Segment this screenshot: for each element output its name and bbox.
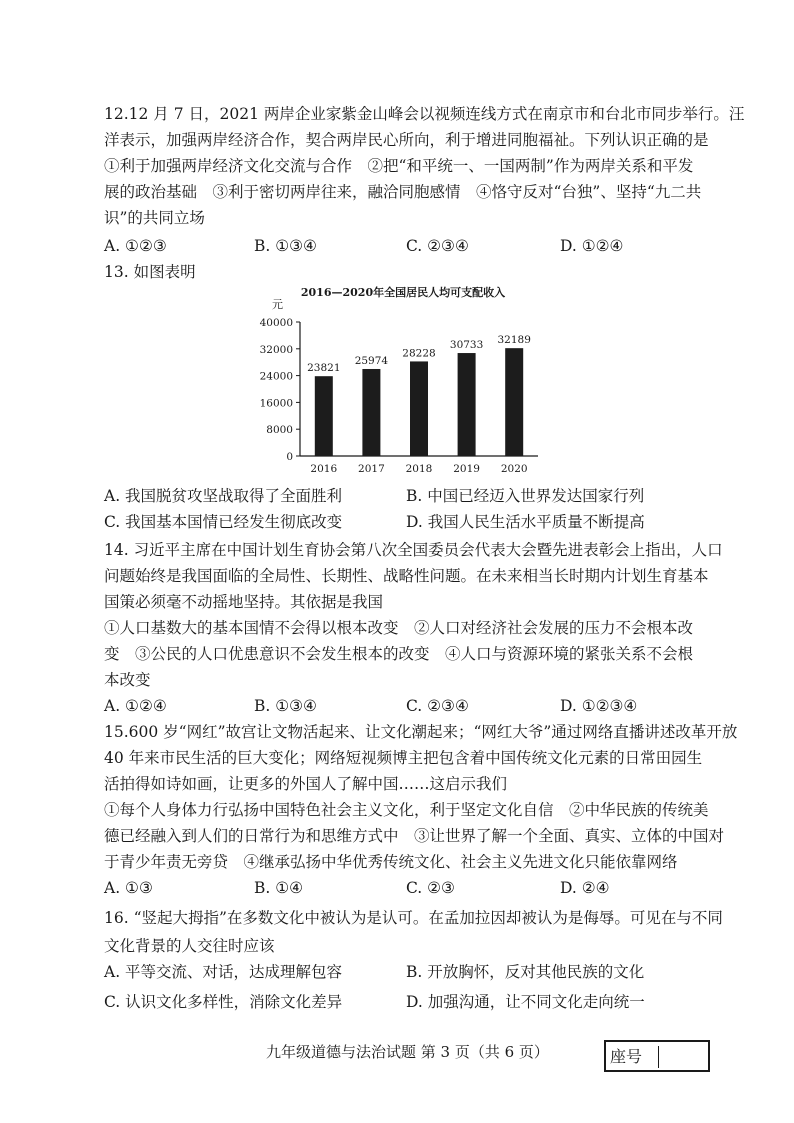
chart-ylabel: 元 [272, 298, 283, 311]
chart-y-tick-label: 40000 [259, 317, 293, 329]
chart-x-tick-label: 2020 [500, 463, 528, 475]
question-15-line-3: 活拍得如诗如画，让更多的外国人了解中国……这启示我们 [104, 775, 508, 793]
question-15-option-b: B. ①④ [254, 879, 304, 897]
question-14-line-2: 问题始终是我国面临的全局性、长期性、战略性问题。在未来相当长时期内计划生育基本 [104, 567, 709, 585]
chart-bar [315, 376, 333, 456]
question-15-line-2: 40 年来市民生活的巨大变化；网络短视频博主把包含着中国传统文化元素的日常田园生 [104, 749, 703, 767]
chart-bars [307, 334, 531, 475]
chart-y-tick-label: 8000 [266, 424, 293, 437]
question-15-option-d: D. ②④ [560, 879, 610, 897]
question-15-option-c: C. ②③ [406, 879, 455, 897]
chart-svg [258, 282, 548, 482]
question-12-option-a: A. ①②③ [104, 237, 167, 255]
chart-bar [458, 353, 476, 456]
question-15-line-6: 于青少年责无旁贷 ④继承弘扬中华优秀传统文化、社会主义先进文化只能依靠网络 [104, 853, 678, 871]
question-14-option-d: D. ①②③④ [560, 697, 638, 715]
chart-bar [362, 369, 380, 456]
question-12-option-b: B. ①③④ [254, 237, 317, 255]
chart-axes [260, 317, 538, 463]
chart-x-tick-label: 2016 [310, 463, 338, 475]
question-14-line-6: 本改变 [104, 671, 151, 689]
question-16-option-c: C. 认识文化多样性，消除文化差异 [104, 993, 343, 1011]
question-15-option-a: A. ①③ [104, 879, 153, 897]
question-14-option-b: B. ①③④ [254, 697, 317, 715]
chart-data-label: 30733 [449, 339, 484, 352]
chart-title: 2016—2020年全国居民人均可支配收入 [300, 286, 506, 299]
question-12-line-4: 展的政治基础 ③利于密切两岸往来，融洽同胞感情 ④恪守反对“台独”、坚持“九二共 [104, 183, 702, 201]
chart-bar [410, 361, 428, 456]
question-16-line-2: 文化背景的人交往时应该 [104, 937, 275, 955]
question-16-line-1: 16. “竖起大拇指”在多数文化中被认为是认可。在孟加拉因却被认为是侮辱。可见在与不同 [104, 909, 723, 927]
question-14-line-1: 14. 习近平主席在中国计划生育协会第八次全国委员会代表大会暨先进表彰会上指出，人口 [104, 541, 723, 559]
question-15-line-4: ①每个人身体力行弘扬中国特色社会主义文化，利于坚定文化自信 ②中华民族的传统美 [104, 801, 709, 819]
question-12-line-3: ①利于加强两岸经济文化交流与合作 ②把“和平统一、一国两制”作为两岸关系和平发 [104, 157, 694, 175]
question-12-option-d: D. ①②④ [560, 237, 624, 255]
income-bar-chart [258, 282, 548, 482]
question-12-option-c: C. ②③④ [406, 237, 469, 255]
question-15-line-1: 15.600 岁“网红”故宫让文物活起来、让文化潮起来；“网红大爷”通过网络直播讲述改革开放 [104, 723, 738, 741]
chart-data-label: 23821 [307, 362, 341, 375]
chart-data-label: 32189 [497, 334, 531, 347]
page-footer-title: 九年级道德与法治试题 第 3 页（共 6 页） [266, 1043, 549, 1061]
question-14-option-a: A. ①②④ [104, 697, 167, 715]
question-16-option-b: B. 开放胸怀，反对其他民族的文化 [406, 963, 645, 981]
question-13-line-1: 13. 如图表明 [104, 263, 196, 281]
question-16-option-d: D. 加强沟通，让不同文化走向统一 [406, 993, 645, 1011]
question-13-option-a: A. 我国脱贫攻坚战取得了全面胜利 [104, 487, 343, 505]
chart-data-label: 25974 [354, 354, 389, 367]
chart-x-tick-label: 2017 [358, 463, 385, 475]
chart-x-tick-label: 2018 [405, 463, 433, 475]
question-12-line-5: 识”的共同立场 [104, 209, 205, 227]
seat-number-box [604, 1040, 710, 1072]
chart-x-tick-label: 2019 [453, 463, 480, 475]
question-15-line-5: 德已经融入到人们的日常行为和思维方式中 ③让世界了解一个全面、真实、立体的中国对 [104, 827, 725, 845]
question-14-line-5: 变 ③公民的人口优患意识不会发生根本的改变 ④人口与资源环境的紧张关系不会根 [104, 645, 694, 663]
question-14-line-3: 国策必须毫不动摇地坚持。其依据是我国 [104, 593, 384, 611]
question-13-option-d: D. 我国人民生活水平质量不断提高 [406, 513, 645, 531]
question-13-option-c: C. 我国基本国情已经发生彻底改变 [104, 513, 343, 531]
chart-y-tick-label: 0 [286, 451, 293, 463]
chart-y-tick-label: 16000 [259, 397, 293, 410]
question-13-option-b: B. 中国已经迈入世界发达国家行列 [406, 487, 645, 505]
question-14-line-4: ①人口基数大的基本国情不会得以根本改变 ②人口对经济社会发展的压力不会根本改 [104, 619, 694, 637]
question-12-line-2: 洋表示，加强两岸经济合作，契合两岸民心所向，利于增进同胞福祉。下列认识正确的是 [104, 131, 709, 149]
seat-number-label: 座号 [610, 1046, 659, 1068]
chart-data-label: 28228 [402, 347, 436, 360]
question-14-option-c: C. ②③④ [406, 697, 469, 715]
chart-bar [505, 348, 523, 456]
chart-y-tick-label: 24000 [259, 370, 293, 383]
chart-y-tick-label: 32000 [259, 343, 293, 356]
question-12-line-1: 12.12 月 7 日，2021 两岸企业家紫金山峰会以视频连线方式在南京市和台北市同步举行。汪 [104, 105, 745, 123]
question-16-option-a: A. 平等交流、对话，达成理解包容 [104, 963, 343, 981]
